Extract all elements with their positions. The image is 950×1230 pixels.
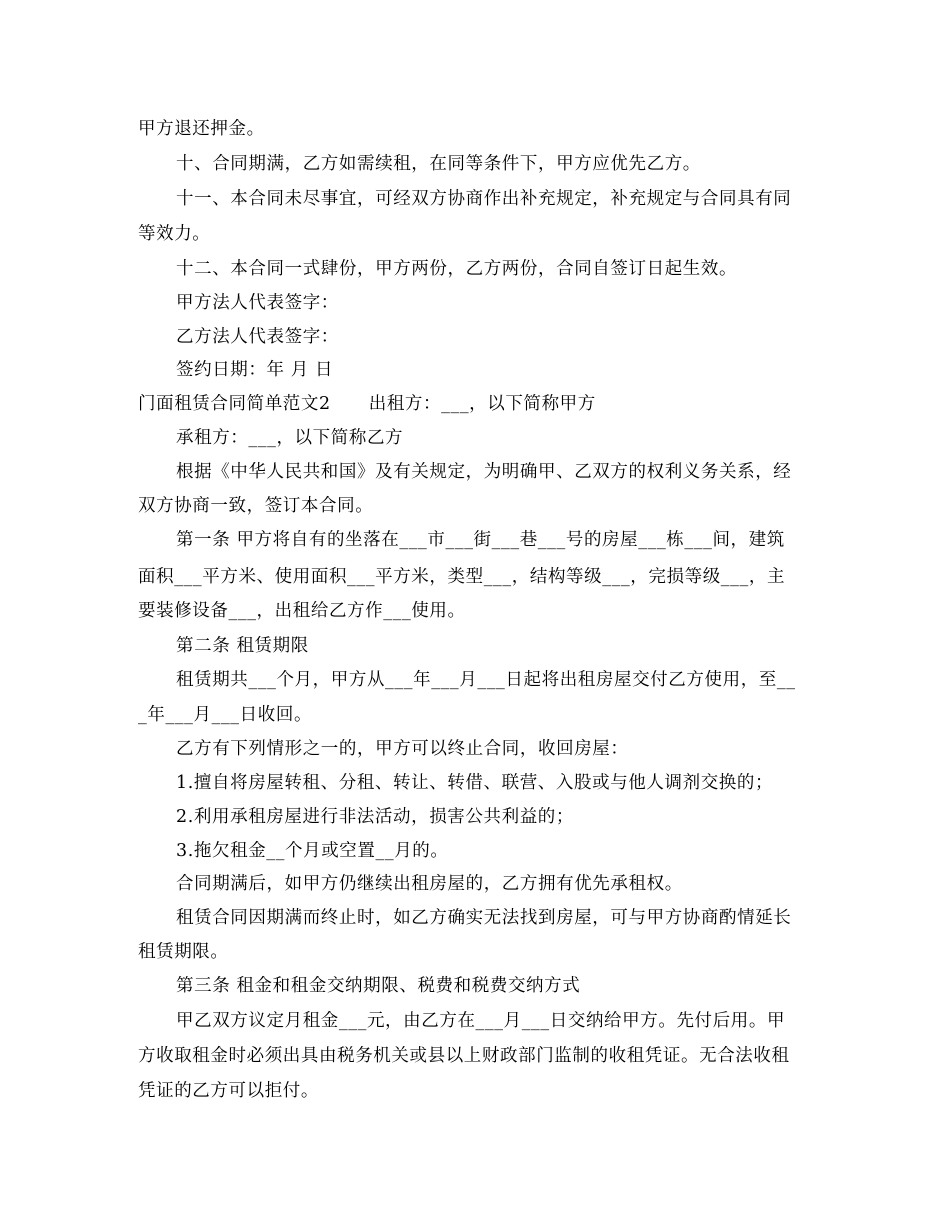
text-line: 根据《中华人民共和国》及有关规定，为明确甲、乙双方的权利义务关系，经 — [176, 462, 792, 482]
section-title: 门面租赁合同简单范文2 — [138, 394, 331, 414]
text-line: 等效力。 — [138, 224, 211, 244]
signature-label: 甲方法人代表签字： — [176, 293, 339, 313]
text-line: 合同期满后，如甲方仍继续出租房屋的，乙方拥有优先承租权。 — [176, 874, 683, 894]
text-line: _年___月___日收回。 — [138, 705, 313, 725]
text-line: 乙方有下列情形之一的，甲方可以终止合同，收回房屋： — [176, 739, 629, 759]
article-line: 第一条 甲方将自有的坐落在___市___街___巷___号的房屋___栋___间，建筑 — [176, 530, 785, 550]
text-line: 面积___平方米、使用面积___平方米，类型___，结构等级___，完损等级___，主 — [138, 567, 786, 587]
list-item: 3.拖欠租金__个月或空置__月的。 — [176, 841, 449, 861]
text-line: 租赁期限。 — [138, 942, 229, 962]
date-label: 签约日期：年 月 日 — [176, 360, 334, 380]
text-line: 十一、本合同未尽事宜，可经双方协商作出补充规定，补充规定与合同具有同 — [176, 189, 792, 209]
text-line: 十、合同期满，乙方如需续租，在同等条件下，甲方应优先乙方。 — [176, 154, 701, 174]
text-line: 租赁合同因期满而终止时，如乙方确实无法找到房屋，可与甲方协商酌情延长 — [176, 908, 792, 928]
text-line: 出租方：___，以下简称甲方 — [368, 394, 596, 414]
article-heading: 第三条 租金和租金交纳期限、税费和税费交纳方式 — [176, 976, 581, 996]
article-heading: 第二条 租赁期限 — [176, 636, 309, 656]
text-line: 十二、本合同一式肆份，甲方两份，乙方两份，合同自签订日起生效。 — [176, 259, 738, 279]
text-line: 双方协商一致，签订本合同。 — [138, 496, 374, 516]
text-line: 甲方退还押金。 — [138, 119, 265, 139]
text-line: 要装修设备___，出租给乙方作___使用。 — [138, 601, 466, 621]
text-line: 租赁期共___个月，甲方从___年___月___日起将出租房屋交付乙方使用，至__ — [176, 670, 796, 690]
list-item: 2.利用承租房屋进行非法活动，损害公共利益的； — [176, 807, 574, 827]
text-line: 方收取租金时必须出具由税务机关或县以上财政部门监制的收租凭证。无合法收租 — [138, 1046, 790, 1066]
section-title-row — [138, 393, 596, 415]
text-line: 承租方：___，以下简称乙方 — [176, 428, 404, 448]
signature-label: 乙方法人代表签字： — [176, 327, 339, 347]
text-line: 甲乙双方议定月租金___元，由乙方在___月___日交纳给甲方。先付后用。甲 — [176, 1011, 786, 1031]
list-item: 1.擅自将房屋转租、分租、转让、转借、联营、入股或与他人调剂交换的； — [176, 773, 774, 793]
text-line: 凭证的乙方可以拒付。 — [138, 1081, 319, 1101]
